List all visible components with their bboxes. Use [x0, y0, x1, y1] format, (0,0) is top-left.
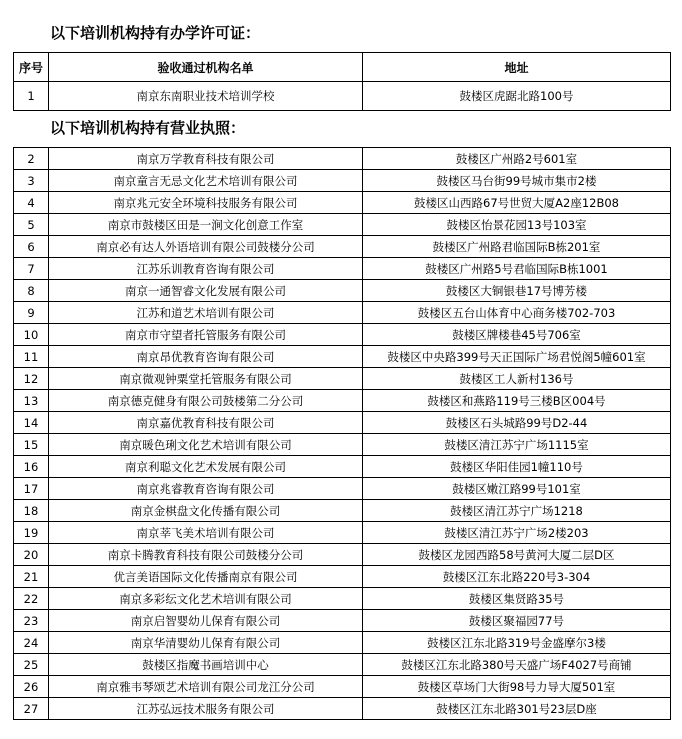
row-number: 14	[14, 412, 49, 434]
institution-address: 鼓楼区牌楼巷45号706室	[363, 324, 671, 346]
table-row	[14, 280, 671, 302]
row-number: 23	[14, 610, 49, 632]
institution-address: 鼓楼区山西路67号世贸大厦A2座12B08	[363, 192, 671, 214]
institution-name: 南京市守望者托管服务有限公司	[49, 324, 363, 346]
institution-address: 鼓楼区广州路5号君临国际B栋1001	[363, 258, 671, 280]
section-2-heading: 以下培训机构持有营业执照：	[50, 119, 246, 137]
institution-address: 鼓楼区怡景花园13号103室	[363, 214, 671, 236]
institution-address: 鼓楼区广州路君临国际B栋201室	[363, 236, 671, 258]
institution-address: 鼓楼区龙园西路58号黄河大厦二层D区	[363, 544, 671, 566]
institution-address: 鼓楼区聚福园77号	[363, 610, 671, 632]
row-number: 7	[14, 258, 49, 280]
institution-name: 南京兆元安全环境科技服务有限公司	[49, 192, 363, 214]
institution-address: 鼓楼区清江苏宁广场1218	[363, 500, 671, 522]
row-number: 16	[14, 456, 49, 478]
institution-address: 鼓楼区集贤路35号	[363, 588, 671, 610]
table-row	[14, 258, 671, 280]
row-number: 20	[14, 544, 49, 566]
table-row	[14, 82, 671, 111]
institution-name: 南京暖色琍文化艺术培训有限公司	[49, 434, 363, 456]
institution-address: 鼓楼区虎踞北路100号	[363, 82, 671, 111]
row-number: 12	[14, 368, 49, 390]
row-number: 3	[14, 170, 49, 192]
row-number: 15	[14, 434, 49, 456]
table-row	[14, 698, 671, 720]
row-number: 2	[14, 148, 49, 170]
institution-name: 南京必有达人外语培训有限公司鼓楼分公司	[49, 236, 363, 258]
institution-address: 鼓楼区和燕路119号三楼B区004号	[363, 390, 671, 412]
row-number: 22	[14, 588, 49, 610]
table-row	[14, 632, 671, 654]
table-row	[14, 610, 671, 632]
institution-address: 鼓楼区草场门大街98号力导大厦501室	[363, 676, 671, 698]
table-row	[14, 478, 671, 500]
table-row	[14, 522, 671, 544]
table-header-row	[14, 53, 671, 82]
table-row	[14, 566, 671, 588]
institution-address: 鼓楼区江东北路319号金盛摩尔3楼	[363, 632, 671, 654]
row-number: 17	[14, 478, 49, 500]
institution-name: 南京东南职业技术培训学校	[49, 82, 363, 111]
institution-name: 南京童言无忌文化艺术培训有限公司	[49, 170, 363, 192]
institution-name: 南京嘉优教育科技有限公司	[49, 412, 363, 434]
institution-address: 鼓楼区大铜银巷17号博芳楼	[363, 280, 671, 302]
row-number: 26	[14, 676, 49, 698]
institution-address: 鼓楼区马台街99号城市集市2楼	[363, 170, 671, 192]
institution-address: 鼓楼区江东北路220号3-304	[363, 566, 671, 588]
institution-address: 鼓楼区清江苏宁广场1115室	[363, 434, 671, 456]
institution-name: 南京利聪文化艺术发展有限公司	[49, 456, 363, 478]
row-number: 5	[14, 214, 49, 236]
table-row	[14, 544, 671, 566]
institution-name: 南京一通智睿文化发展有限公司	[49, 280, 363, 302]
column-header-number: 序号	[14, 53, 49, 82]
table-row	[14, 412, 671, 434]
table-row	[14, 654, 671, 676]
table-row	[14, 588, 671, 610]
institution-name: 江苏和道艺术培训有限公司	[49, 302, 363, 324]
institution-name: 南京万学教育科技有限公司	[49, 148, 363, 170]
row-number: 10	[14, 324, 49, 346]
row-number: 13	[14, 390, 49, 412]
row-number: 11	[14, 346, 49, 368]
institution-name: 南京卡腾教育科技有限公司鼓楼分公司	[49, 544, 363, 566]
table-row	[14, 500, 671, 522]
institution-address: 鼓楼区中央路399号天正国际广场君悦阁5幢601室	[363, 346, 671, 368]
row-number: 19	[14, 522, 49, 544]
institution-name: 南京金棋盘文化传播有限公司	[49, 500, 363, 522]
institution-address: 鼓楼区五台山体育中心商务楼702-703	[363, 302, 671, 324]
table-row	[14, 214, 671, 236]
table-row	[14, 434, 671, 456]
institution-name: 鼓楼区指魔书画培训中心	[49, 654, 363, 676]
table-row	[14, 346, 671, 368]
table-row	[14, 302, 671, 324]
institution-name: 南京兆睿教育咨询有限公司	[49, 478, 363, 500]
row-number: 18	[14, 500, 49, 522]
table-row	[14, 236, 671, 258]
institution-address: 鼓楼区清江苏宁广场2楼203	[363, 522, 671, 544]
table-row	[14, 148, 671, 170]
institution-name: 江苏乐训教育咨询有限公司	[49, 258, 363, 280]
license-table	[13, 52, 671, 111]
institution-name: 南京启智婴幼儿保育有限公司	[49, 610, 363, 632]
table-row	[14, 324, 671, 346]
row-number: 25	[14, 654, 49, 676]
section-1-heading: 以下培训机构持有办学许可证：	[50, 24, 261, 42]
institution-address: 鼓楼区石头城路99号D2-44	[363, 412, 671, 434]
institution-address: 鼓楼区广州路2号601室	[363, 148, 671, 170]
institution-name: 南京德克健身有限公司鼓楼第二分公司	[49, 390, 363, 412]
row-number: 24	[14, 632, 49, 654]
institution-name: 南京市鼓楼区田是一涧文化创意工作室	[49, 214, 363, 236]
institution-name: 南京微观钟粟堂托管服务有限公司	[49, 368, 363, 390]
column-header-address: 地址	[363, 53, 671, 82]
row-number: 8	[14, 280, 49, 302]
business-license-table	[13, 147, 671, 720]
table-row	[14, 170, 671, 192]
institution-name: 优言美语国际文化传播南京有限公司	[49, 566, 363, 588]
institution-address: 鼓楼区江东北路380号天盛广场F4027号商铺	[363, 654, 671, 676]
table-row	[14, 368, 671, 390]
institution-name: 南京莘飞美术培训有限公司	[49, 522, 363, 544]
table-row	[14, 456, 671, 478]
institution-address: 鼓楼区江东北路301号23层D座	[363, 698, 671, 720]
row-number: 9	[14, 302, 49, 324]
institution-name: 南京昂优教育咨询有限公司	[49, 346, 363, 368]
institution-address: 鼓楼区嫩江路99号101室	[363, 478, 671, 500]
column-header-name: 验收通过机构名单	[49, 53, 363, 82]
institution-name: 江苏弘远技术服务有限公司	[49, 698, 363, 720]
row-number: 4	[14, 192, 49, 214]
table-row	[14, 390, 671, 412]
institution-name: 南京雅韦琴颂艺术培训有限公司龙江分公司	[49, 676, 363, 698]
institution-name: 南京华清婴幼儿保育有限公司	[49, 632, 363, 654]
table-row	[14, 676, 671, 698]
row-number: 27	[14, 698, 49, 720]
institution-address: 鼓楼区华阳佳园1幢110号	[363, 456, 671, 478]
row-number: 21	[14, 566, 49, 588]
row-number: 1	[14, 82, 49, 111]
institution-address: 鼓楼区工人新村136号	[363, 368, 671, 390]
table-row	[14, 192, 671, 214]
institution-name: 南京多彩纭文化艺术培训有限公司	[49, 588, 363, 610]
row-number: 6	[14, 236, 49, 258]
